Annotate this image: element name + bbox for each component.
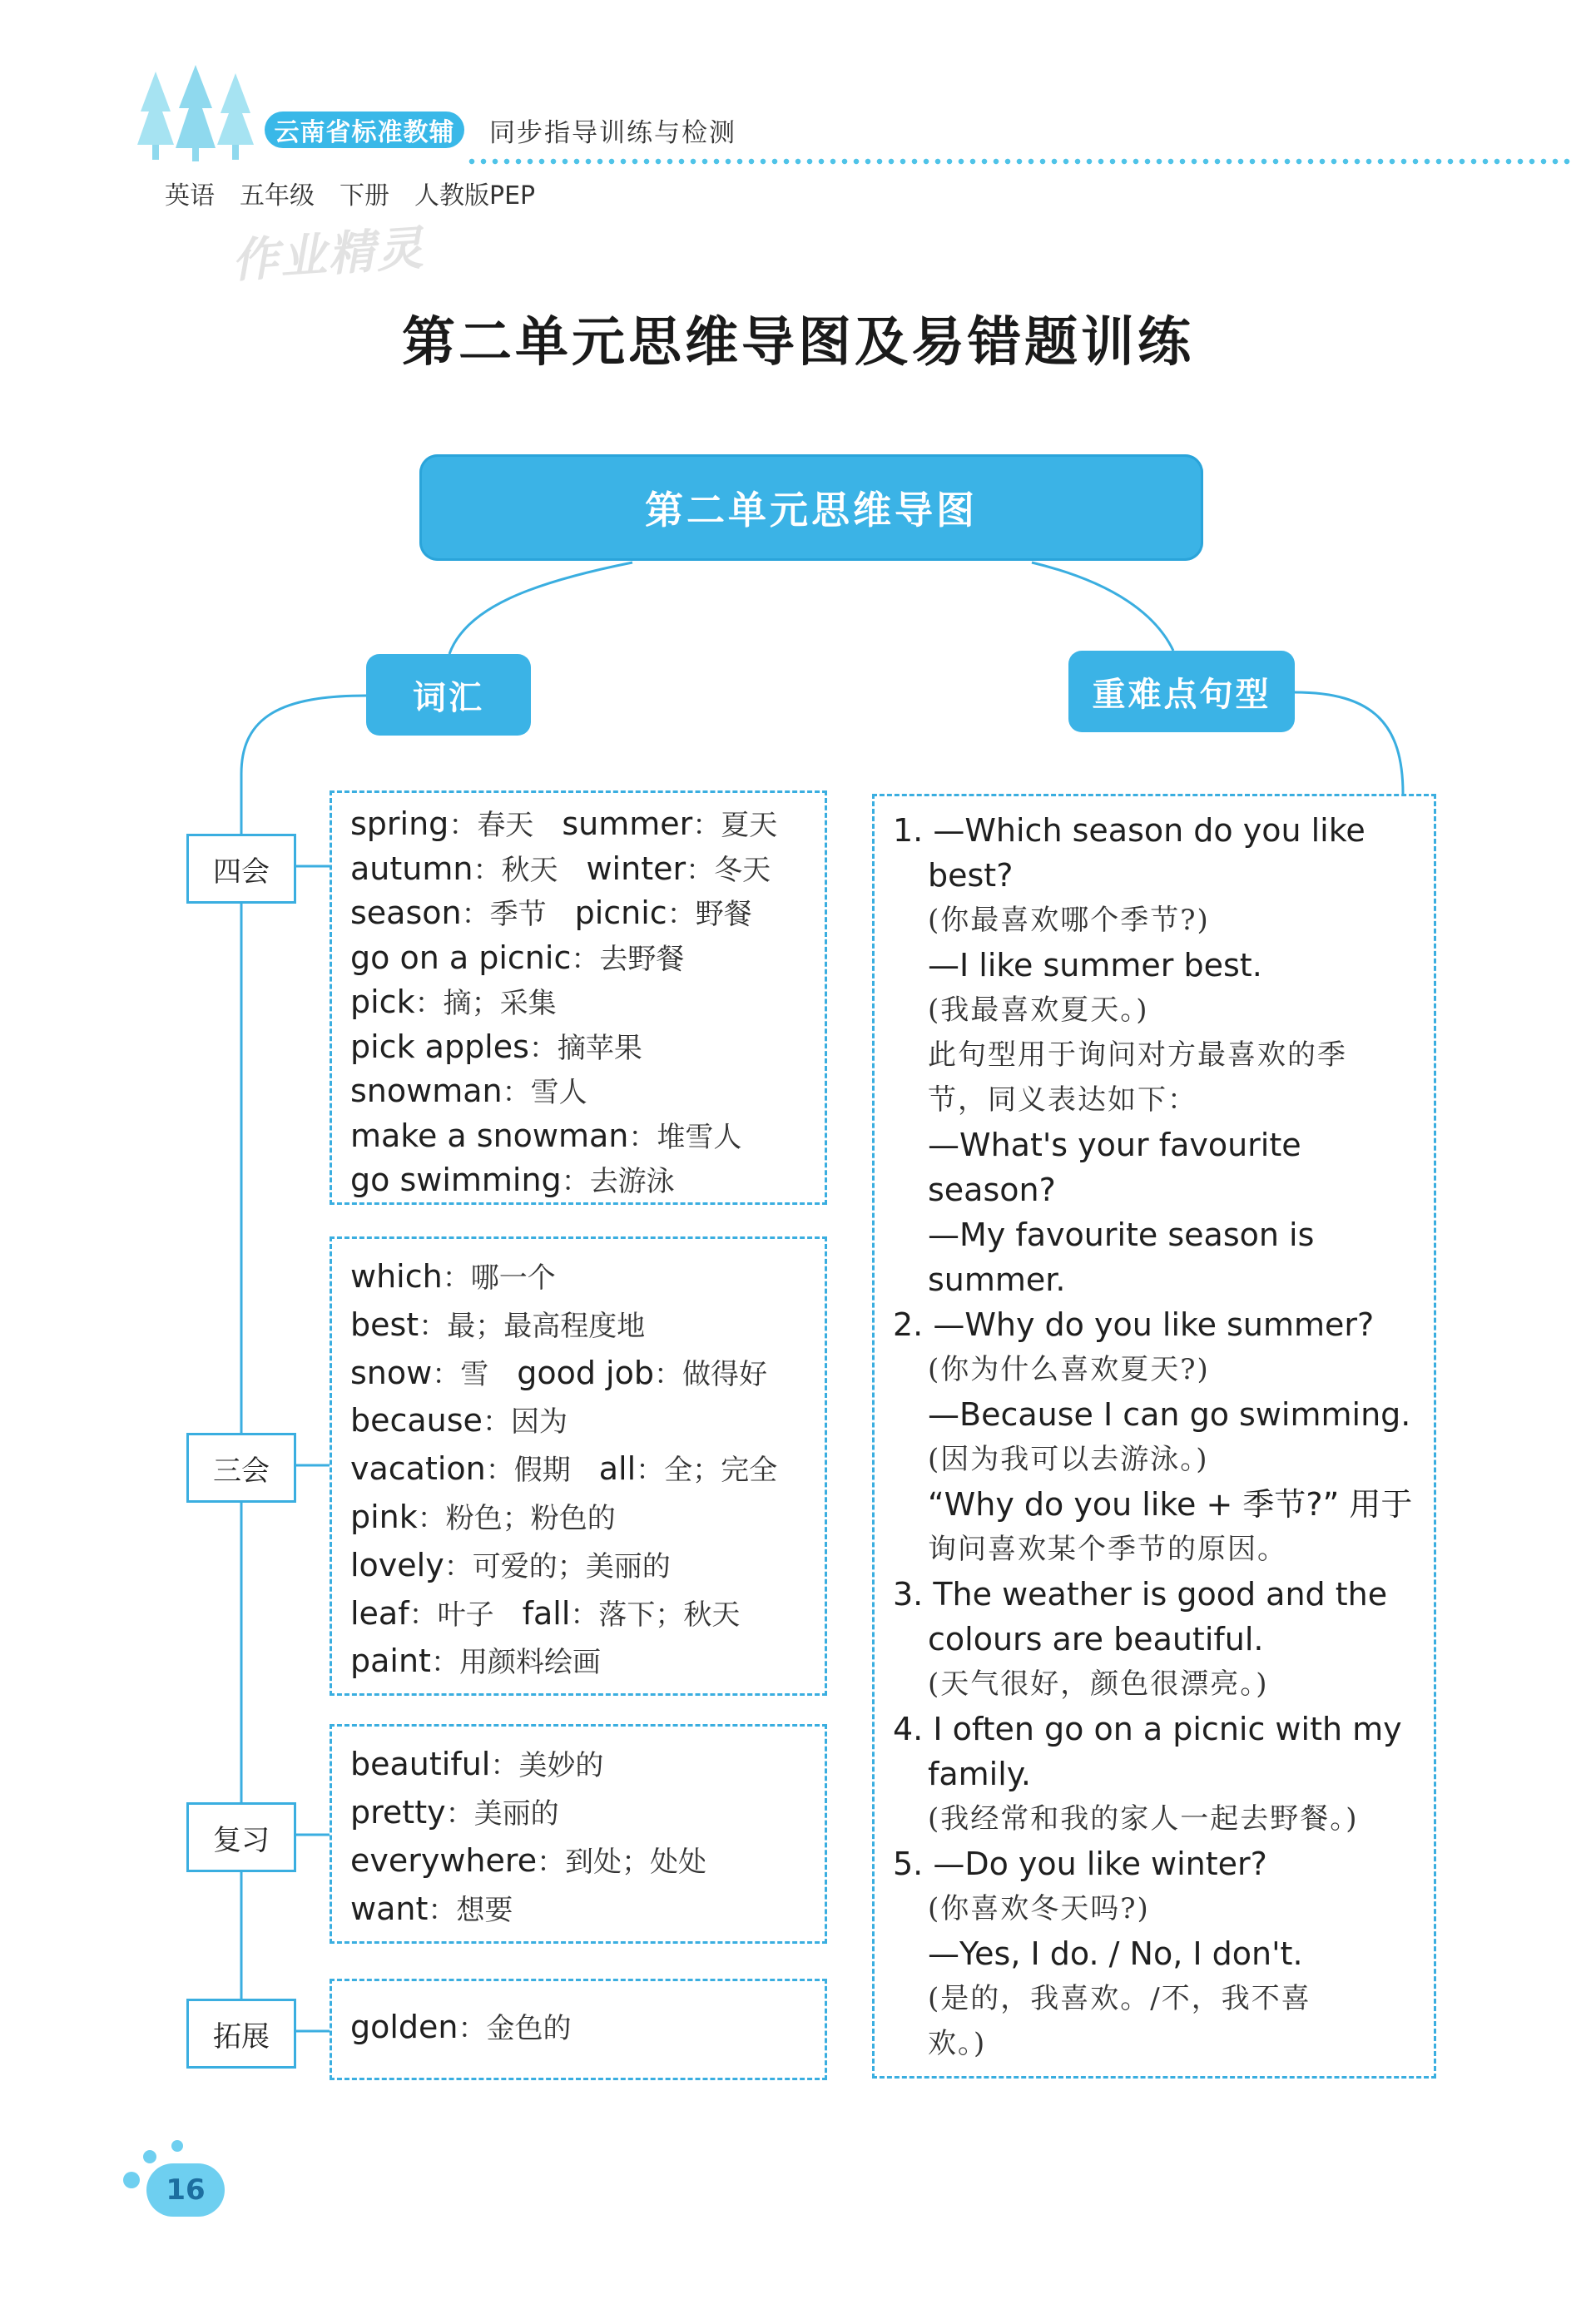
vocab-meaning: 季节: [489, 898, 547, 931]
sentence-line: —What's your favourite: [928, 1127, 1301, 1163]
vocab-row: [350, 2006, 600, 2049]
vocab-row: [350, 803, 805, 848]
vocab-meaning: 粉色；粉色的: [445, 1501, 616, 1535]
vocab-meaning: 落下；秋天: [598, 1598, 741, 1632]
vocab-word: go on a picnic: [350, 939, 572, 976]
vocab-word: picnic: [574, 894, 667, 931]
vocab-entry: vacation：假期: [350, 1450, 571, 1488]
vocab-word: vacation: [350, 1450, 486, 1488]
vocab-word: winter: [586, 850, 686, 887]
vocab-word: everywhere: [350, 1842, 538, 1879]
vocab-entry: want：想要: [350, 1890, 513, 1927]
vocab-word: pick apples: [350, 1028, 529, 1065]
vocab-box-three-skills: [330, 1236, 827, 1696]
sentence-line: season?: [928, 1172, 1056, 1208]
deco-dot: [123, 2172, 140, 2188]
vocab-meaning: 秋天: [501, 853, 558, 887]
vocab-word: go swimming: [350, 1162, 562, 1198]
vocab-row: [350, 1400, 805, 1448]
sentence-line: “Why do you like + 季节?” 用于: [928, 1486, 1413, 1523]
vocab-row: [350, 1026, 805, 1071]
vocab-box-four-skills: [330, 790, 827, 1205]
vocab-row: [350, 892, 805, 937]
vocab-box-extend: [330, 1979, 827, 2080]
vocab-row: [350, 848, 805, 893]
vocab-word: season: [350, 894, 462, 931]
vocab-entry: paint：用颜料绘画: [350, 1643, 601, 1680]
vocab-meaning: 春天: [477, 809, 534, 842]
branch-key-sentences: 重难点句型: [1068, 651, 1295, 732]
vocab-meaning: 雪: [460, 1357, 489, 1391]
vocab-row: [350, 1115, 805, 1160]
subject-edition: 人教版PEP: [414, 181, 536, 211]
vocab-row: [350, 1070, 805, 1115]
vocab-entry: summer：夏天: [562, 805, 778, 842]
sentence-line: —My favourite season is: [928, 1216, 1315, 1253]
sentence-line: best?: [928, 857, 1014, 894]
vocab-entry: picnic：野餐: [574, 894, 752, 931]
vocab-entry: fall：落下；秋天: [522, 1594, 741, 1632]
vocab-row: [350, 1448, 805, 1496]
vocab-entry: beautiful：美妙的: [350, 1746, 604, 1782]
sentence-line: (因为我可以去游泳。): [928, 1443, 1209, 1476]
vocab-word: want: [350, 1890, 429, 1927]
sentence-line: 欢。): [928, 2027, 987, 2060]
sentence-line: 4. I often go on a picnic with my: [893, 1711, 1402, 1747]
vocab-word: all: [598, 1450, 637, 1488]
vocab-entry: all：全；完全: [598, 1450, 778, 1488]
vocab-entry: pink：粉色；粉色的: [350, 1498, 616, 1535]
series-title: 同步指导训练与检测: [489, 118, 736, 148]
vocab-entry: pick：摘；采集: [350, 984, 557, 1020]
vocab-meaning: 摘；采集: [443, 987, 557, 1020]
vocab-meaning: 美丽的: [473, 1797, 559, 1831]
vocab-meaning: 堆雪人: [657, 1120, 742, 1154]
vocab-word: pretty: [350, 1794, 446, 1831]
vocab-row: [350, 1888, 735, 1936]
sentence-line: (你最喜欢哪个季节?): [928, 904, 1210, 937]
vocab-word: summer: [562, 805, 693, 842]
vocab-word: snowman: [350, 1073, 503, 1109]
vocab-row: [350, 1304, 805, 1352]
vocab-entry: make a snowman：堆雪人: [350, 1117, 742, 1154]
sentence-line: 3. The weather is good and the: [893, 1576, 1388, 1613]
vocab-meaning: 去游泳: [589, 1165, 675, 1198]
vocab-entry: autumn：秋天: [350, 850, 558, 887]
sentence-line: (我经常和我的家人一起去野餐。): [928, 1802, 1359, 1836]
vocab-word: good job: [517, 1354, 654, 1391]
vocab-meaning: 去野餐: [599, 942, 685, 976]
vocab-word: paint: [350, 1643, 431, 1680]
vocab-word: beautiful: [350, 1746, 491, 1782]
vocab-row: [350, 1496, 805, 1544]
vocab-entry: which：哪一个: [350, 1258, 556, 1295]
vocab-row: [350, 1743, 735, 1791]
vocab-row: [350, 981, 805, 1026]
vocab-entry: season：季节: [350, 894, 547, 931]
vocab-meaning: 全；完全: [664, 1454, 778, 1488]
vocab-meaning: 金色的: [486, 2012, 572, 2045]
vocab-entry: go swimming：去游泳: [350, 1162, 675, 1198]
vocab-meaning: 假期: [513, 1454, 571, 1488]
vocab-entry: spring：春天: [350, 805, 534, 842]
page-number: 16: [146, 2163, 225, 2217]
vocab-word: fall: [522, 1594, 571, 1632]
vocab-word: which: [350, 1258, 443, 1295]
vocab-meaning: 最；最高程度地: [447, 1309, 646, 1343]
sentence-line: (你喜欢冬天吗?): [928, 1892, 1150, 1925]
vocab-meaning: 夏天: [721, 809, 778, 842]
branch-vocabulary: 词汇: [366, 654, 531, 736]
vocab-word: snow: [350, 1354, 433, 1391]
vocab-meaning: 叶子: [437, 1598, 494, 1632]
category-three-skills: 三会: [186, 1433, 296, 1503]
vocab-meaning: 做得好: [682, 1357, 767, 1391]
vocab-meaning: 美妙的: [518, 1749, 604, 1782]
sentence-line: family.: [928, 1756, 1031, 1792]
vocab-box-review: [330, 1724, 827, 1944]
vocab-word: spring: [350, 805, 449, 842]
vocab-row: [350, 1544, 805, 1593]
vocab-entry: pick apples：摘苹果: [350, 1028, 642, 1065]
sentence-line: colours are beautiful.: [928, 1621, 1264, 1657]
sentence-line: 此句型用于询问对方最喜欢的季: [928, 1038, 1347, 1072]
vocab-row: [350, 1593, 805, 1641]
category-review: 复习: [186, 1802, 296, 1872]
category-four-skills: 四会: [186, 834, 296, 904]
vocab-row: [350, 1791, 735, 1840]
vocab-entry: snow：雪: [350, 1354, 489, 1391]
deco-dot: [171, 2140, 183, 2152]
vocab-row: [350, 1352, 805, 1400]
subject-course: 英语: [165, 181, 215, 211]
watermark: 作业精灵: [230, 221, 427, 290]
vocab-row: [350, 1640, 805, 1688]
vocab-meaning: 冬天: [714, 853, 771, 887]
vocab-meaning: 雪人: [530, 1076, 587, 1109]
vocab-entry: everywhere：到处；处处: [350, 1842, 707, 1879]
sentence-line: 5. —Do you like winter?: [893, 1846, 1267, 1882]
vocab-word: because: [350, 1402, 483, 1439]
sentence-line: (我最喜欢夏天。): [928, 994, 1149, 1027]
subject-volume: 下册: [340, 181, 389, 211]
vocab-entry: go on a picnic：去野餐: [350, 939, 685, 976]
vocab-entry: good job：做得好: [517, 1354, 767, 1391]
sentence-line: (你为什么喜欢夏天?): [928, 1353, 1210, 1386]
vocab-meaning: 用颜料绘画: [458, 1646, 601, 1680]
vocab-word: best: [350, 1306, 419, 1343]
sentence-line: —Yes, I do. / No, I don't.: [928, 1935, 1303, 1972]
vocab-entry: because：因为: [350, 1402, 568, 1439]
mindmap-root: 第二单元思维导图: [419, 454, 1203, 561]
vocab-word: lovely: [350, 1546, 444, 1583]
sentence-line: —Because I can go swimming.: [928, 1396, 1411, 1433]
vocab-entry: snowman：雪人: [350, 1073, 587, 1109]
vocab-word: autumn: [350, 850, 473, 887]
sentence-line: —I like summer best.: [928, 947, 1262, 984]
sentence-line: 节，同义表达如下：: [928, 1083, 1197, 1117]
vocab-meaning: 哪一个: [470, 1261, 556, 1295]
sentence-line: summer.: [928, 1261, 1066, 1298]
vocab-meaning: 到处；处处: [565, 1846, 707, 1879]
sentence-line: (是的，我喜欢。/不，我不喜: [928, 1982, 1311, 2015]
vocab-row: [350, 937, 805, 982]
brand-badge: 云南省标准教辅: [265, 111, 464, 148]
vocab-entry: pretty：美丽的: [350, 1794, 559, 1831]
vocab-entry: lovely：可爱的；美丽的: [350, 1546, 671, 1583]
vocab-entry: winter：冬天: [586, 850, 771, 887]
vocab-meaning: 可爱的；美丽的: [472, 1549, 671, 1583]
vocab-word: make a snowman: [350, 1117, 629, 1154]
vocab-meaning: 想要: [456, 1894, 513, 1927]
sentence-line: (天气很好，颜色很漂亮。): [928, 1667, 1269, 1701]
sentence-line: 2. —Why do you like summer?: [893, 1306, 1375, 1343]
vocab-word: leaf: [350, 1594, 409, 1632]
sentence-line: 1. —Which season do you like: [893, 812, 1366, 849]
deco-dot: [143, 2150, 156, 2163]
vocab-entry: best：最；最高程度地: [350, 1306, 646, 1343]
sentence-line: 询问喜欢某个季节的原因。: [928, 1533, 1287, 1566]
sentence-patterns-box: [872, 794, 1436, 2079]
vocab-row: [350, 1840, 735, 1888]
vocab-word: pink: [350, 1498, 418, 1535]
vocab-row: [350, 1159, 805, 1204]
page-title: 第二单元思维导图及易错题训练: [402, 311, 1194, 374]
vocab-row: [350, 1256, 805, 1304]
vocab-meaning: 野餐: [695, 898, 752, 931]
vocab-meaning: 摘苹果: [557, 1031, 642, 1065]
vocab-word: golden: [350, 2009, 458, 2045]
vocab-word: pick: [350, 984, 415, 1020]
vocab-entry: golden：金色的: [350, 2009, 572, 2045]
category-extend: 拓展: [186, 1999, 296, 2069]
vocab-entry: leaf：叶子: [350, 1594, 494, 1632]
vocab-meaning: 因为: [510, 1405, 568, 1439]
subject-grade: 五年级: [240, 181, 315, 211]
